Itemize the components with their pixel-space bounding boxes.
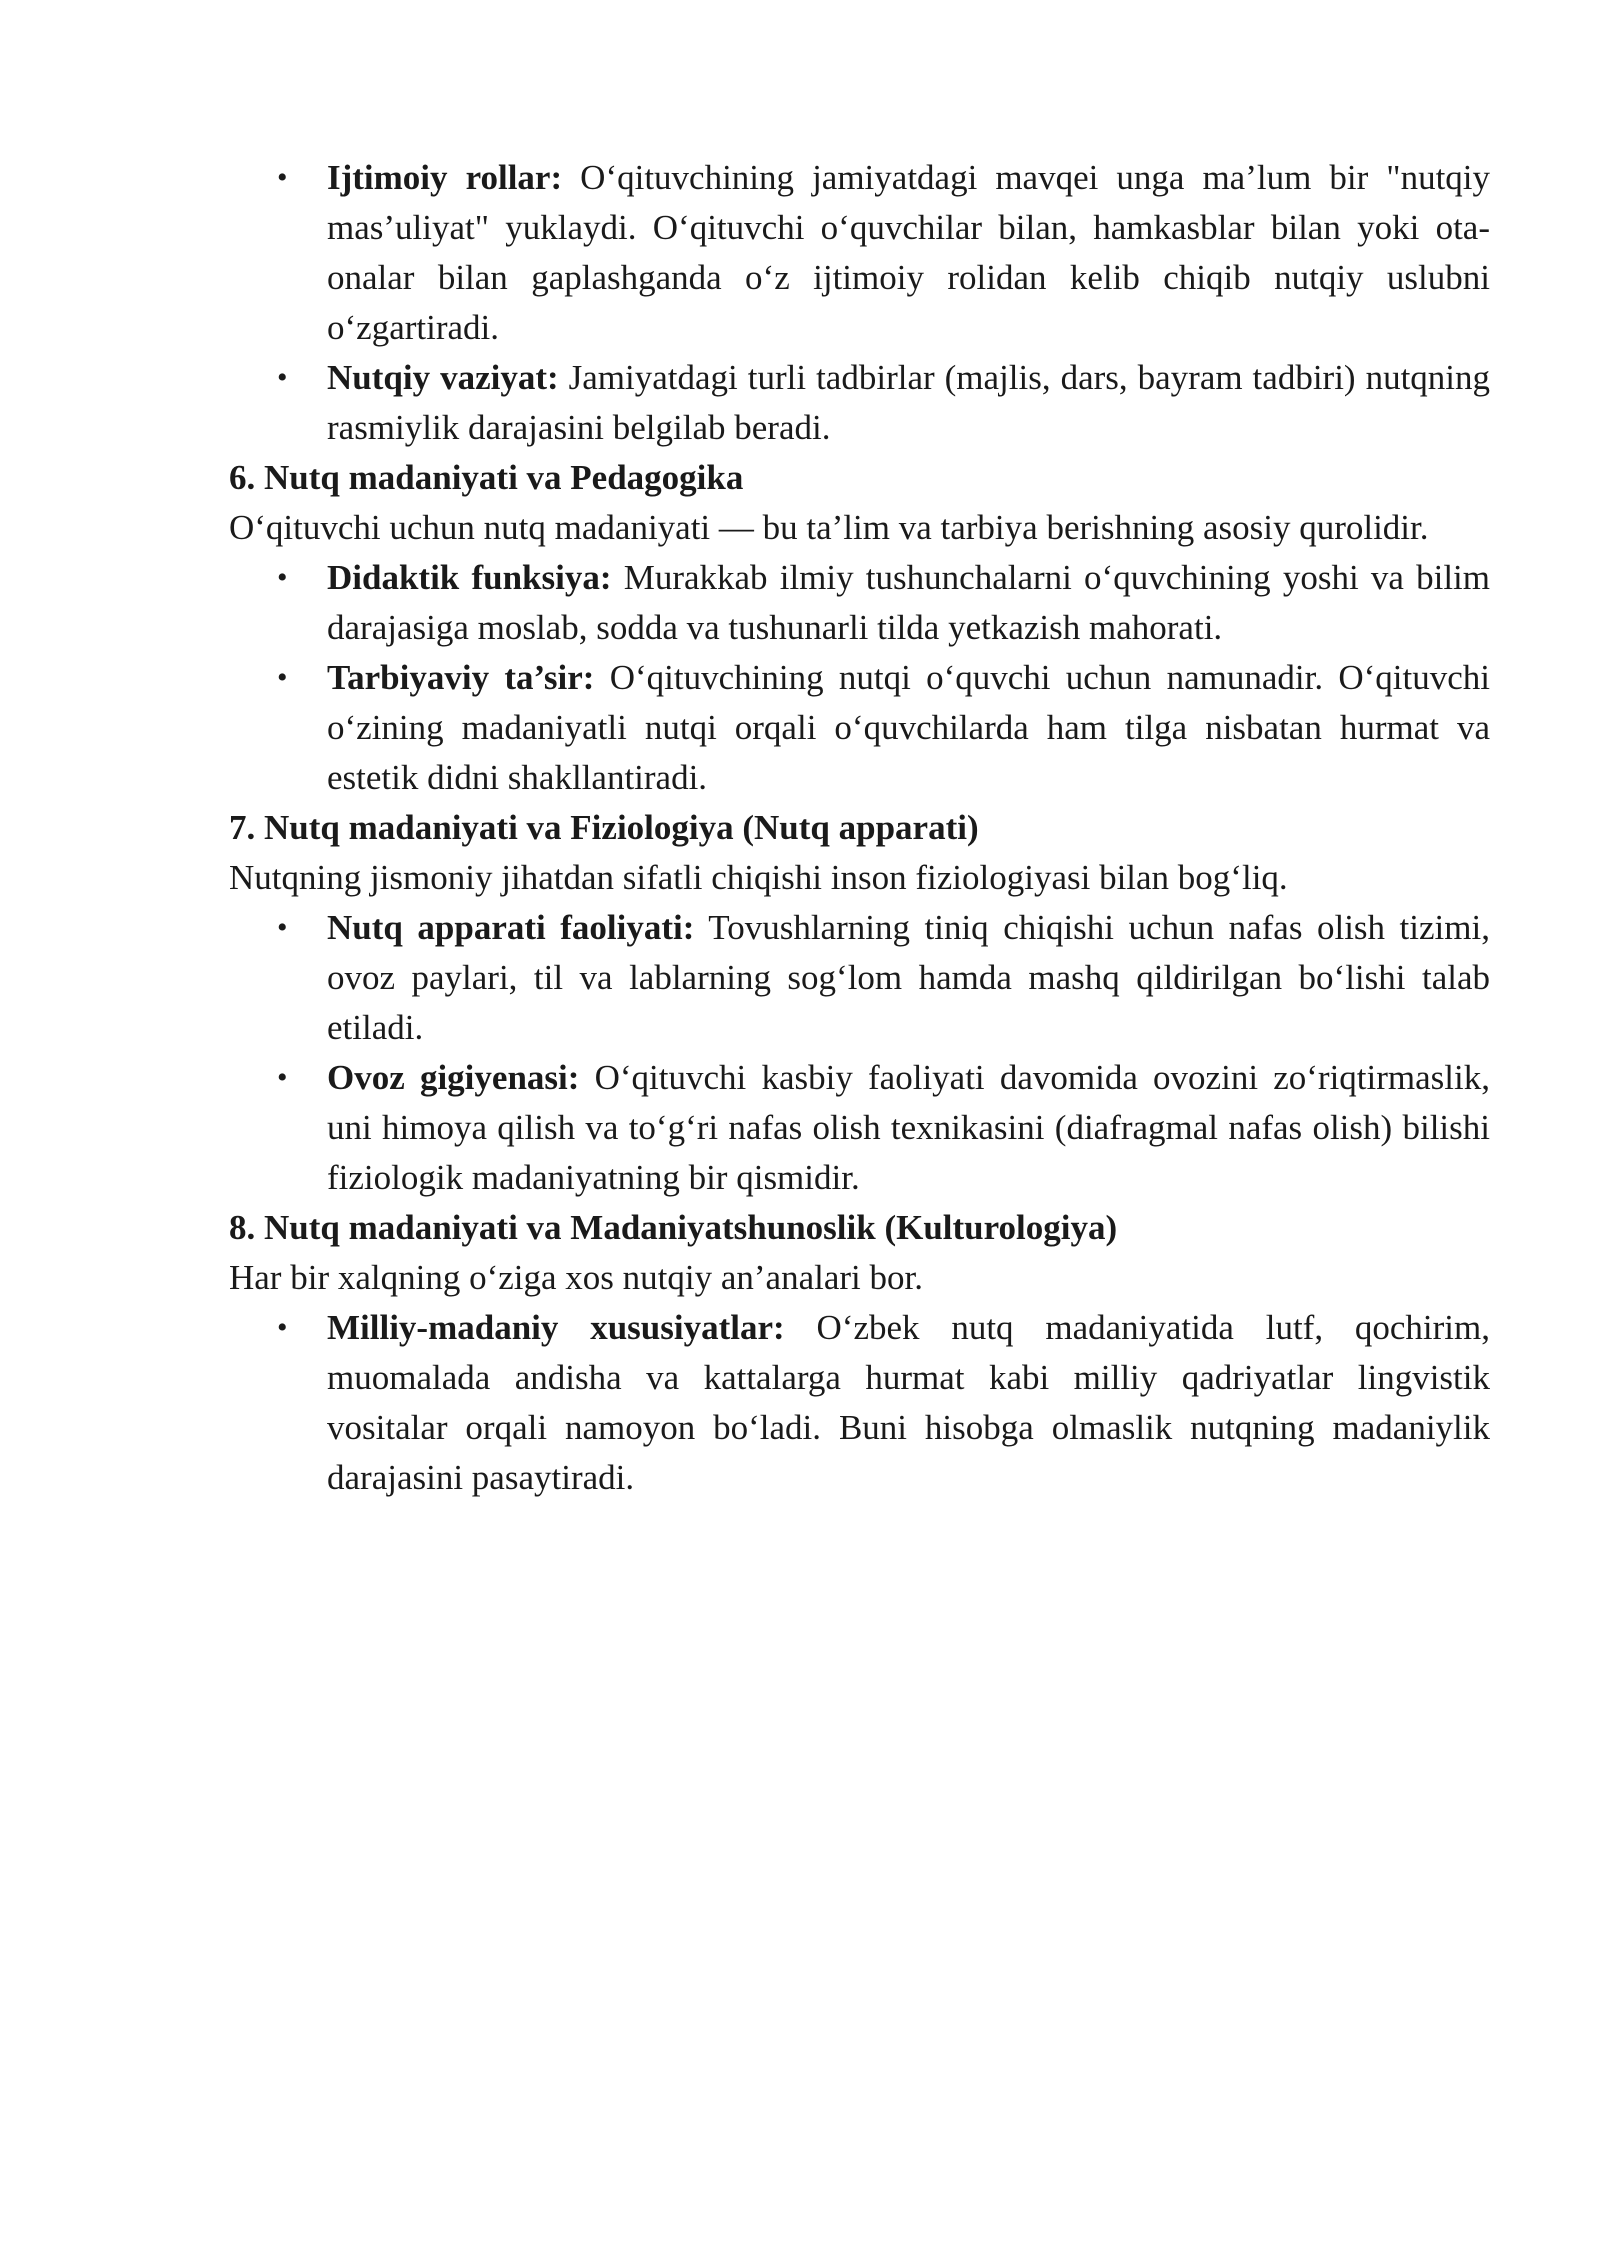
list-item [277,1053,1490,1203]
list-item [277,153,1491,353]
section-heading: 8. Nutq madaniyati va Madaniyatshunoslik (Kulturologiya) [229,1208,1118,1247]
list-item [277,653,1490,803]
bullet-icon: • [277,1311,288,1344]
bullet-list [229,1303,1490,1503]
list-item-text: O‘qituvchi kasbiy faoliyati davomida ovozini zo‘riqtirmaslik, uni himoya qilish va to‘g‘ri nafas olish texnikasini (diafragmal nafas olish) bilishi fiziologik madaniyatning bir qismidir. [327,1058,1490,1197]
bullet-list [229,553,1490,803]
list-item-term: Nutq apparati faoliyati: [327,908,695,947]
list-item-text: Tovushlarning tiniq chiqishi uchun nafas olish tizimi, ovoz paylari, til va lablarning sog‘lom hamda mashq qildirilgan bo‘lishi talab etiladi. [327,908,1490,1047]
bullet-icon: • [277,1061,288,1094]
list-item [277,353,1491,453]
list-item-term: Didaktik funksiya: [327,558,612,597]
bullet-list [229,153,1490,453]
list-item [277,553,1491,653]
bullet-icon: • [277,161,288,194]
section-6 [229,453,1490,803]
list-item-term: Ijtimoiy rollar: [327,158,563,197]
list-item-term: Tarbiyaviy ta’sir: [327,658,595,697]
bullet-icon: • [277,911,288,944]
list-item-text: Jamiyatdagi turli tadbirlar (majlis, dars, bayram tadbiri) nutqning rasmiylik darajasini belgilab beradi. [327,358,1491,447]
list-item-term: Ovoz gigiyenasi: [327,1058,580,1097]
section-heading: 7. Nutq madaniyati va Fiziologiya (Nutq apparati) [229,808,979,847]
list-item-text: Murakkab ilmiy tushunchalarni o‘quvchining yoshi va bilim darajasiga moslab, sodda va tushunarli tilda yetkazish mahorati. [327,558,1491,647]
list-item-text: O‘qituvchining nutqi o‘quvchi uchun namunadir. O‘qituvchi o‘zining madaniyatli nutqi orqali o‘quvchilarda ham tilga nisbatan hurmat va estetik didni shakllantiradi. [327,658,1490,797]
list-item-term: Milliy-madaniy xususiyatlar: [327,1308,785,1347]
bullet-icon: • [277,561,288,594]
list-item-text: O‘zbek nutq madaniyatida lutf, qochirim, muomalada andisha va kattalarga hurmat kabi milliy qadriyatlar lingvistik vositalar orqali namoyon bo‘ladi. Buni hisobga olmaslik nutqning madaniylik darajasini pasaytiradi. [327,1308,1491,1497]
list-item [277,1303,1491,1503]
document-page [229,153,1490,1503]
section-intro: O‘qituvchi uchun nutq madaniyati — bu ta’lim va tarbiya berishning asosiy qurolidir. [229,508,1429,547]
bullet-icon: • [277,661,288,694]
section-5-continued [229,153,1490,453]
section-intro: Har bir xalqning o‘ziga xos nutqiy an’analari bor. [229,1258,923,1297]
list-item-text: O‘qituvchining jamiyatdagi mavqei unga ma’lum bir "nutqiy mas’uliyat" yuklaydi. O‘qituvchi o‘quvchilar bilan, hamkasblar bilan yoki ota-onalar bilan gaplashganda o‘z ijtimoiy rolidan kelib chiqib nutqiy uslubni o‘zgartiradi. [327,158,1491,347]
section-8 [229,1203,1490,1503]
section-7 [229,803,1490,1203]
section-intro: Nutqning jismoniy jihatdan sifatli chiqishi inson fiziologiyasi bilan bog‘liq. [229,858,1288,897]
list-item-term: Nutqiy vaziyat: [327,358,559,397]
bullet-icon: • [277,361,288,394]
bullet-list [229,903,1490,1203]
section-heading: 6. Nutq madaniyati va Pedagogika [229,458,744,497]
list-item [277,903,1490,1053]
